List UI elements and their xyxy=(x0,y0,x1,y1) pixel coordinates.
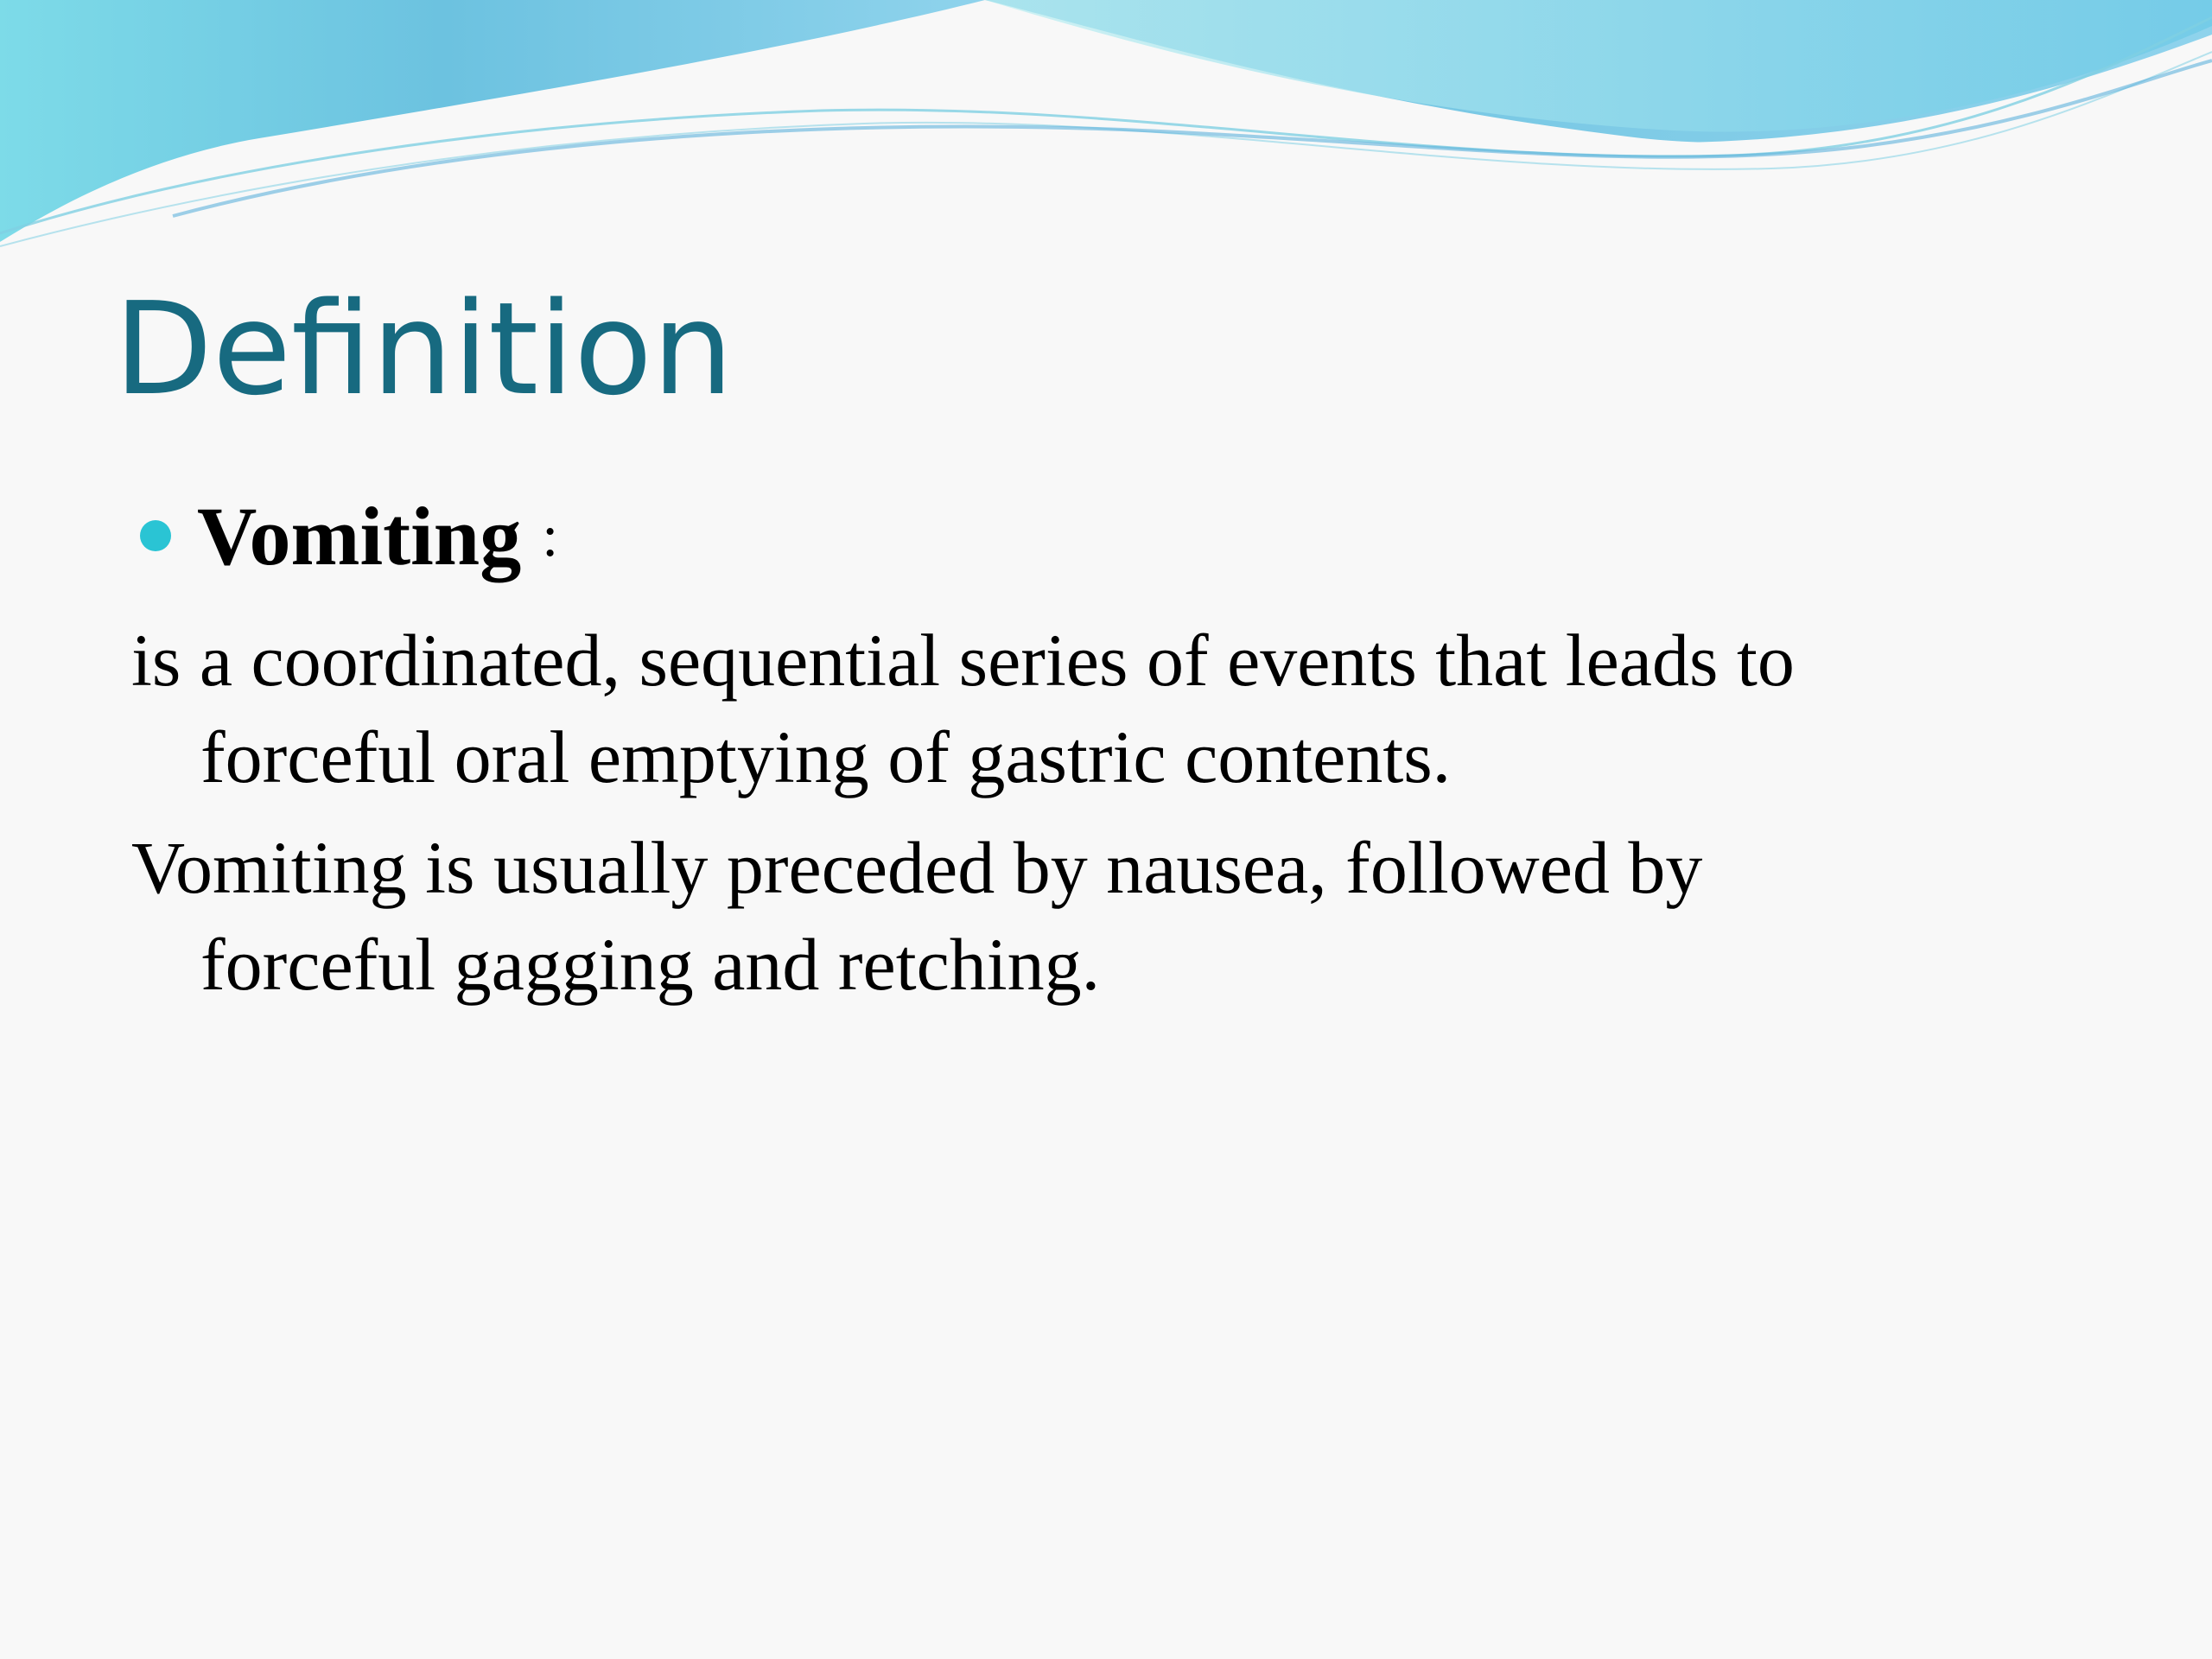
paragraph-2-line-2: forceful gagging and retching. xyxy=(200,923,1101,1006)
paragraph-1-line-1: is a coordinated, sequential series of events that leads to xyxy=(131,619,1795,702)
paragraph-1-line-2: forceful oral emptying of gastric contents. xyxy=(200,715,1452,798)
term-label: Vomiting xyxy=(197,489,522,582)
definition-paragraph-1 xyxy=(131,612,2171,805)
bullet-dot-icon xyxy=(140,520,171,551)
term-separator: : xyxy=(542,502,559,569)
paragraph-2-line-1: Vomiting is usually preceded by nausea, followed by xyxy=(131,826,1703,909)
definition-paragraph-2 xyxy=(131,819,2171,1013)
slide-title: Definition xyxy=(114,275,734,423)
header-wave-decoration xyxy=(0,0,2212,259)
bullet-item xyxy=(140,484,558,588)
